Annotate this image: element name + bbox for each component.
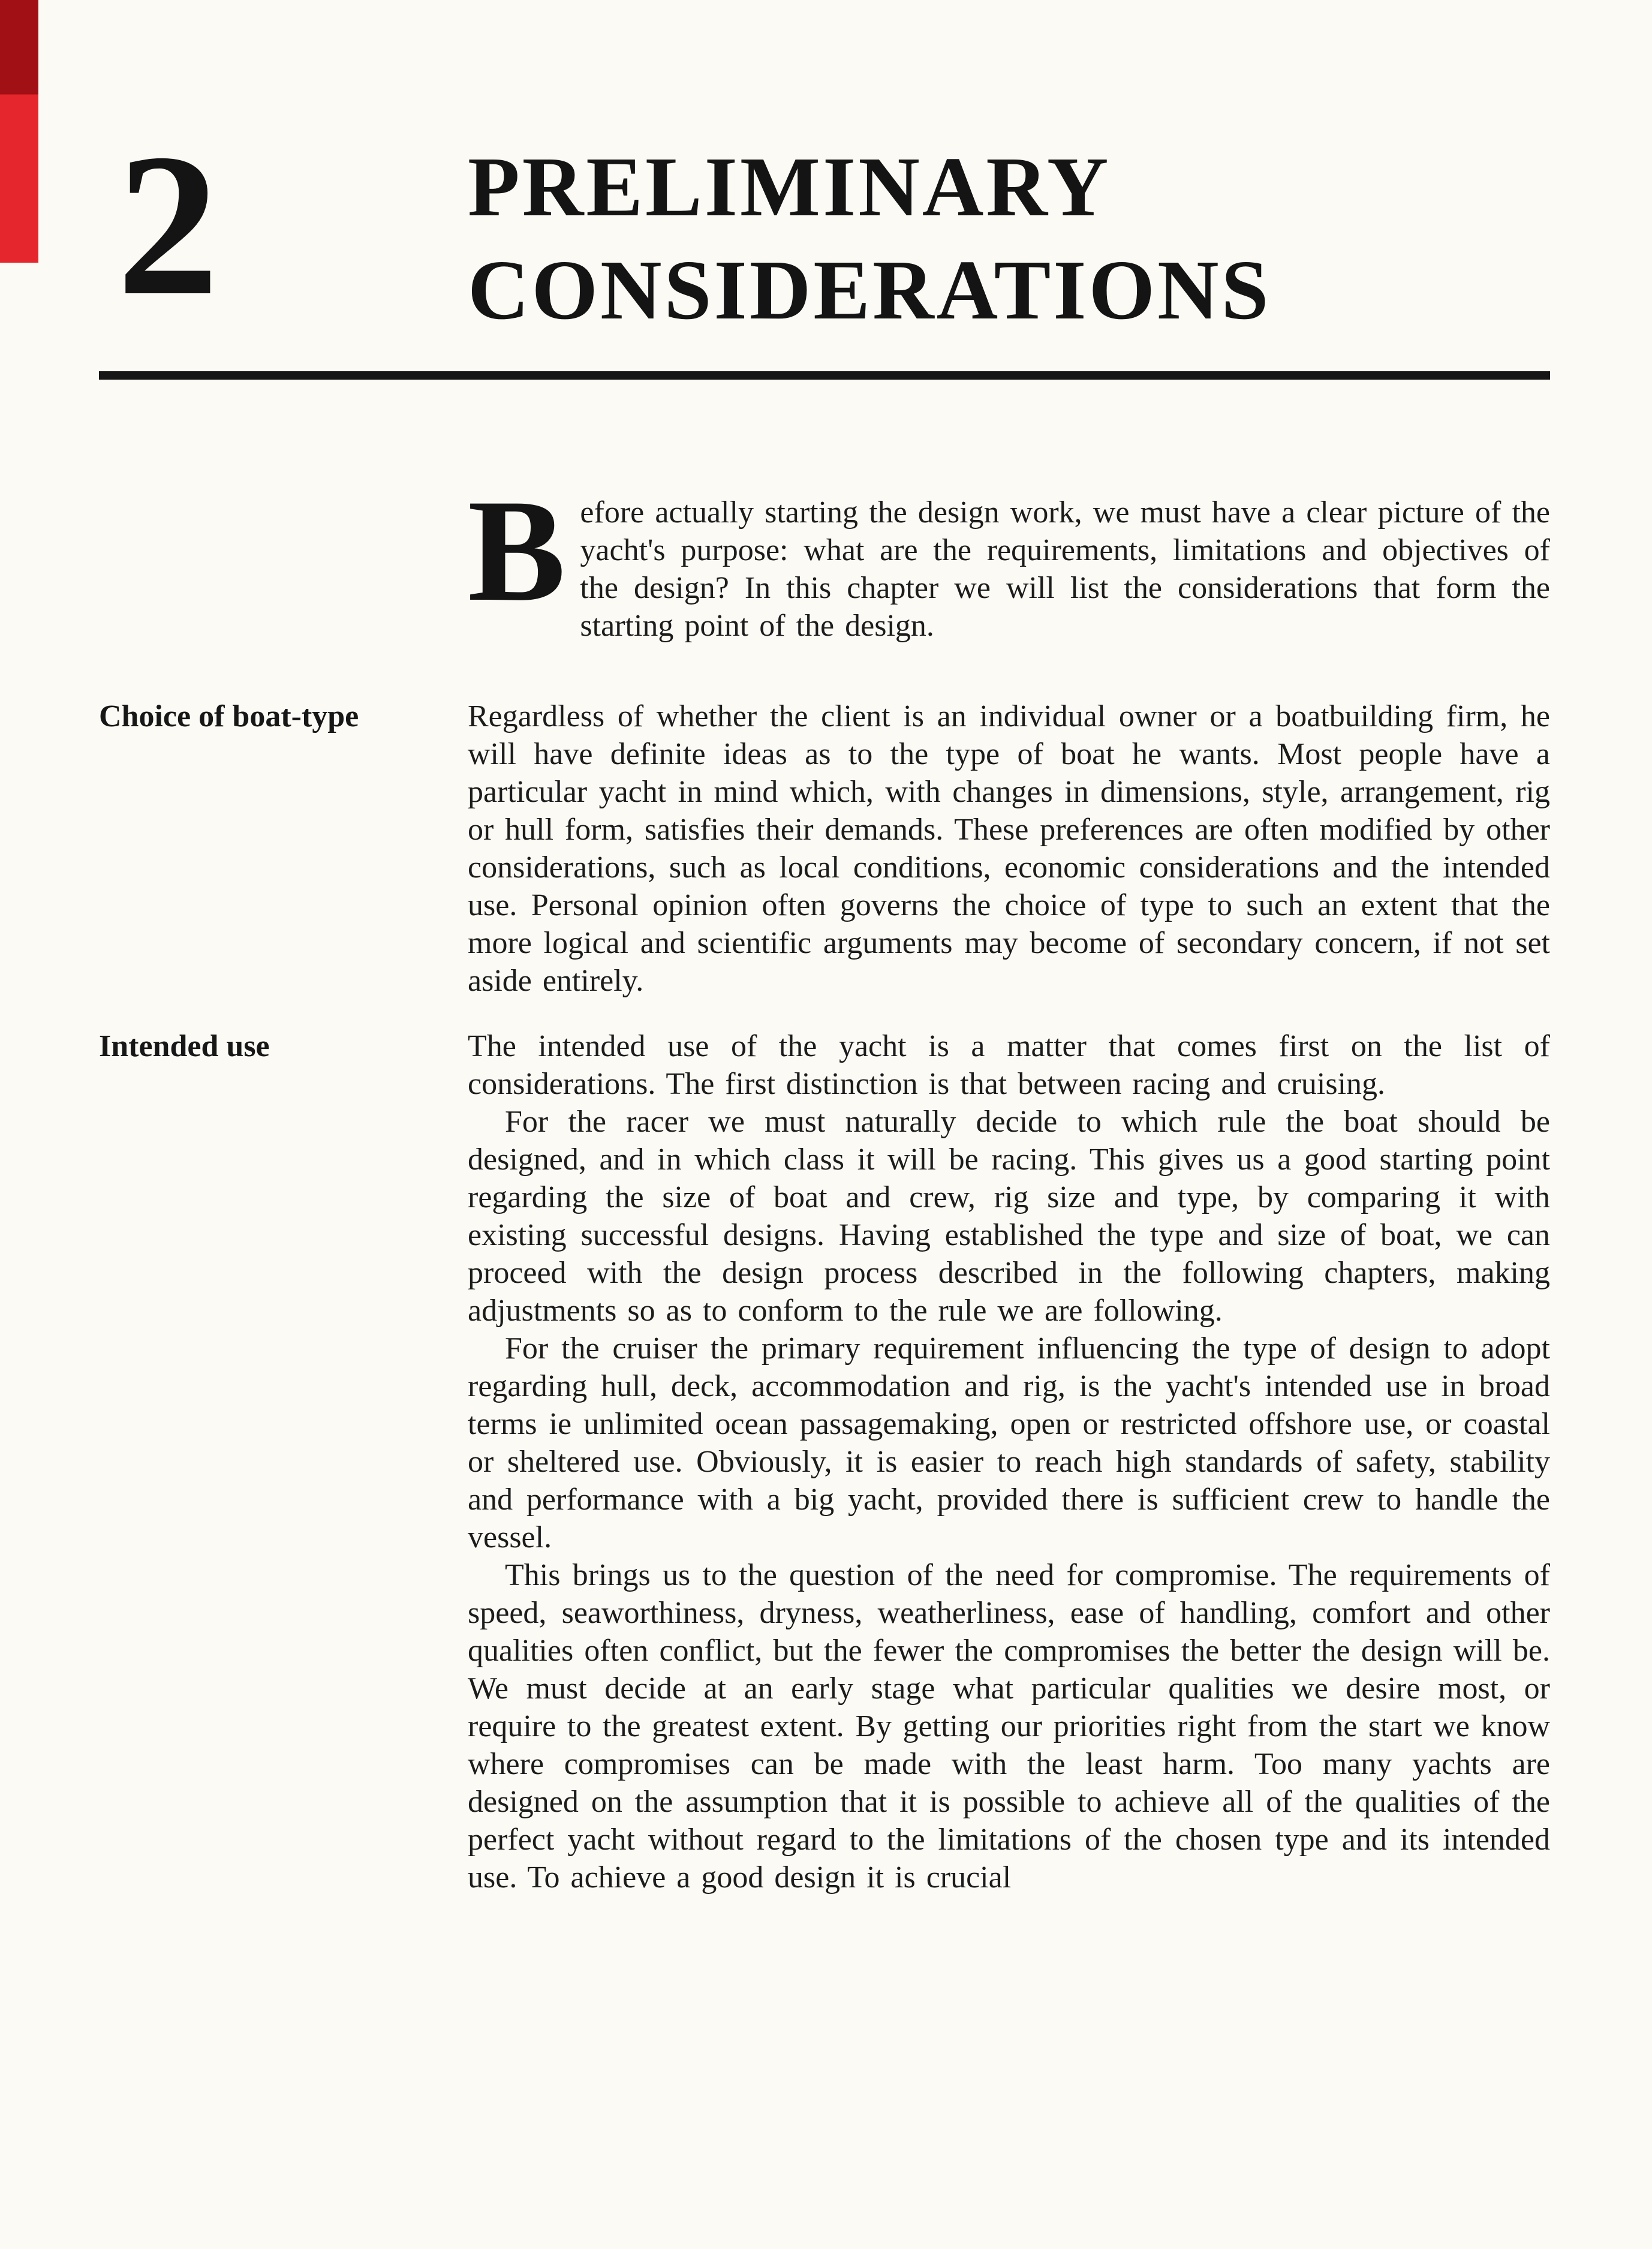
paragraph: For the cruiser the primary requirement influencing the type of design to adopt regarding hull, deck, accommodation and rig, is the yacht's intended use in broad terms ie unlimited ocean passagemaking, open or restricted offshore use, or coastal or sheltered use. Obviously, it is easier to reach high standards of safety, stability and performance with a big yacht, provided there is sufficient crew to handle the vessel. [468, 1331, 1550, 1555]
section-heading-choice-of-boat-type: Choice of boat-type [99, 699, 359, 733]
paragraph: The intended use of the yacht is a matter that comes first on the list of considerations. The first distinction is that between racing and cruising. [468, 1029, 1550, 1101]
chapter-header [99, 112, 1550, 341]
paragraph: This brings us to the question of the need for compromise. The requirements of speed, seaworthiness, dryness, weatherliness, ease of handling, comfort and other qualities often conflict, but the fewer the compromises the better the design will be. We must decide at an early stage what particular qualities we desire most, or require to the greatest extent. By getting our priorities right from the start we know where compromises can be made with the least harm. Too many yachts are designed on the assumption that it is possible to achieve all of the qualities of the perfect yacht without regard to the limitations of the chosen type and its intended use. To achieve a good design it is crucial [468, 1558, 1550, 1895]
paragraph: Regardless of whether the client is an individual owner or a boatbuilding firm, he will have definite ideas as to the type of boat he wants. Most people have a particular yacht in mind which, with changes in dimensions, style, arrangement, rig or hull form, satisfies their demands. These preferences are often modified by other considerations, such as local conditions, economic considerations and the intended use. Personal opinion often governs the choice of type to such an extent that the more logical and scientific arguments may become of secondary concern, if not set aside entirely. [468, 699, 1550, 998]
intro-body [468, 469, 1550, 645]
section-choice-of-boat-type [99, 697, 1550, 1000]
chapter-title [468, 135, 1550, 341]
scan-edge-red-mark [0, 0, 38, 263]
section-body-intended-use [468, 1027, 1550, 1896]
intro-row [99, 469, 1550, 645]
paragraph: For the racer we must naturally decide to which rule the boat should be designed, and in which class it will be racing. This gives us a good starting point regarding the size of boat and crew, rig size and type, by comparing it with existing successful designs. Having established the type and size of boat, we can proceed with the design process described in the following chapters, making adjustments so as to conform to the rule we are following. [468, 1105, 1550, 1328]
section-heading-intended-use: Intended use [99, 1029, 270, 1063]
dropcap-letter: B [468, 469, 566, 632]
section-body-choice-of-boat-type [468, 697, 1550, 1000]
section-intended-use [99, 1027, 1550, 1896]
chapter-number: 2 [117, 112, 219, 338]
title-rule [99, 371, 1550, 380]
chapter-title-line1: PRELIMINARY [468, 139, 1111, 234]
intro-paragraph [468, 469, 1550, 645]
chapter-title-line2: CONSIDERATIONS [468, 242, 1271, 337]
intro-text: efore actually starting the design work, we must have a clear picture of the yacht's purpose: what are the requirements, limitations and objectives of the design? In this chapter we will list the considerations that form the starting point of the design. [580, 495, 1550, 643]
